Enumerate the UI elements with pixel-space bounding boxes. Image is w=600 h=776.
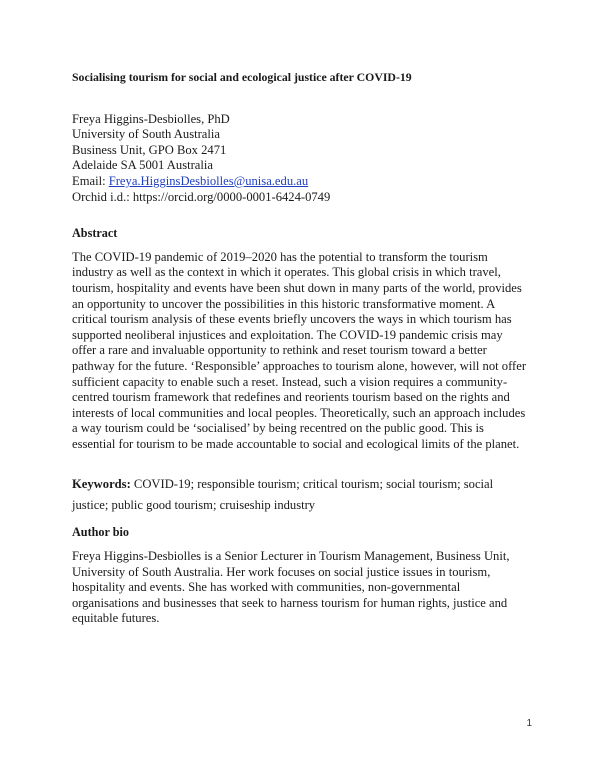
paper-title: Socialising tourism for social and ecological justice after COVID-19 <box>72 70 412 84</box>
keywords-text: COVID-19; responsible tourism; critical tourism; social tourism; social justice; public good tourism; cruiseship industry <box>72 477 494 513</box>
author-institution: University of South Australia <box>72 127 220 142</box>
author-address-line-1: Business Unit, GPO Box 2471 <box>72 142 227 157</box>
author-address-line-2: Adelaide SA 5001 Australia <box>72 158 213 173</box>
abstract-text: The COVID-19 pandemic of 2019–2020 has the potential to transform the tourism industry as well as the context in which it operates. This global crisis in which travel, tourism, hospitality and events have been shut down in many parts of the world, provides an opportunity to uncover the possibilities in this historic transformative moment. A critical tourism analysis of these events briefly uncovers the ways in which tourism has supported neoliberal injustices and exploitation. The COVID-19 pandemic crisis may offer a rare and invaluable opportunity to rethink and reset tourism toward a better pathway for the future. ‘Responsible’ approaches to tourism alone, however, will not offer sufficient capacity to enable such a reset. Instead, such a vision requires a community-centred tourism framework that redefines and reorients tourism based on the rights and interests of local communities and local peoples. Theoretically, such an approach includes a way tourism could be ‘socialised’ by being recentred on the public good. This is essential for tourism to be made accountable to social and ecological limits of the planet. <box>72 249 527 451</box>
author-bio-heading: Author bio <box>72 525 130 540</box>
keywords <box>72 474 528 516</box>
author-orchid: Orchid i.d.: https://orcid.org/0000-0001-6424-0749 <box>72 189 331 204</box>
author-email-line <box>72 174 528 190</box>
email-link[interactable]: Freya.HigginsDesbiolles@unisa.edu.au <box>108 173 309 188</box>
author-name: Freya Higgins-Desbiolles, PhD <box>72 111 230 126</box>
keywords-label: Keywords: <box>72 477 131 492</box>
email-label: Email: <box>72 173 109 188</box>
abstract-heading: Abstract <box>72 226 118 241</box>
author-info <box>72 112 528 206</box>
author-bio-text: Freya Higgins-Desbiolles is a Senior Lecturer in Tourism Management, Business Unit, University of South Australia. Her work focuses on social justice issues in tourism, hospitality and events. She has worked with communities, non-governmental organisations and businesses that seek to harness tourism for human rights, justice and equitable futures. <box>72 549 510 626</box>
page-number: 1 <box>526 718 532 729</box>
